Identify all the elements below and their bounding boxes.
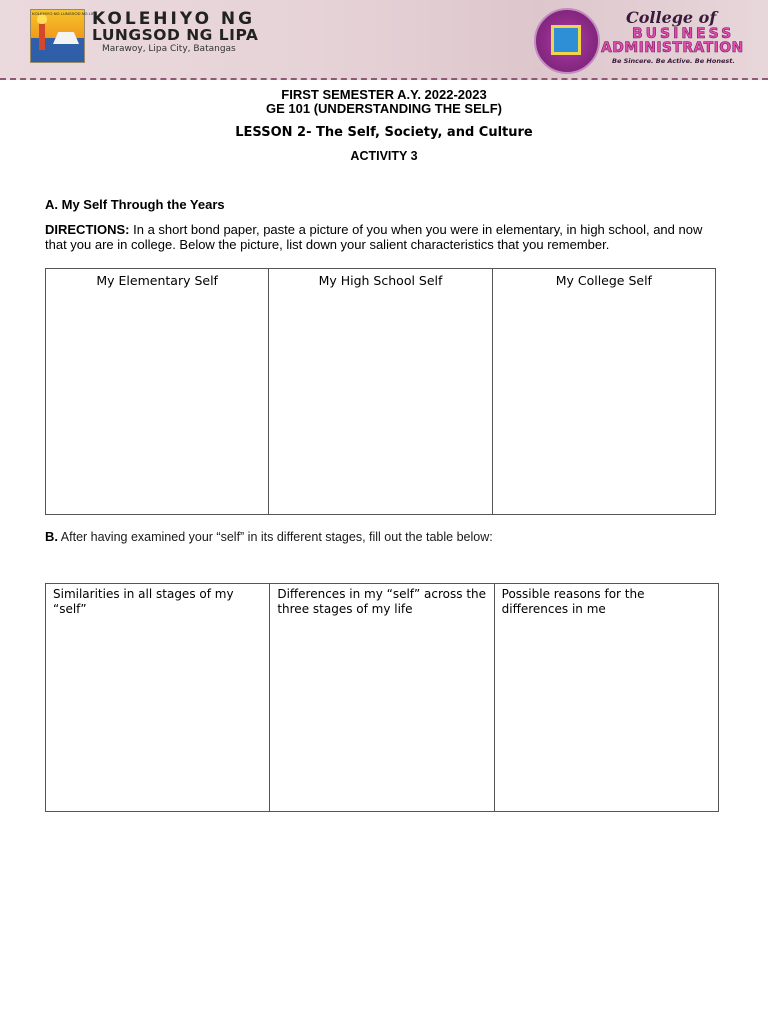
course-title: GE 101 (UNDERSTANDING THE SELF) xyxy=(266,101,502,116)
activity-title: ACTIVITY 3 xyxy=(350,149,418,163)
self-through-years-table xyxy=(45,268,716,515)
college-self-cell[interactable] xyxy=(492,269,715,515)
school-seal-logo: KOLEHIYO NG LUNGSOD NG LIPA xyxy=(30,9,85,63)
header-banner xyxy=(0,0,768,80)
college-seal-logo xyxy=(534,8,600,74)
possible-reasons-cell[interactable] xyxy=(494,584,718,812)
section-b-instruction xyxy=(45,529,493,544)
school-address: Marawoy, Lipa City, Batangas xyxy=(102,44,236,54)
school-name: KOLEHIYO NG xyxy=(92,9,256,29)
directions-label: DIRECTIONS: xyxy=(45,222,130,237)
lesson-title: LESSON 2- The Self, Society, and Culture xyxy=(235,125,533,140)
similarities-cell[interactable] xyxy=(46,584,270,812)
section-a-heading: A. My Self Through the Years xyxy=(45,197,225,212)
column-header: My College Self xyxy=(555,273,652,288)
section-b-label: B. xyxy=(45,529,58,544)
column-header: My Elementary Self xyxy=(96,273,218,288)
high-school-self-cell[interactable] xyxy=(269,269,492,515)
college-administration: ADMINISTRATION xyxy=(601,40,744,56)
school-name-line2: LUNGSOD NG LIPA xyxy=(92,26,259,44)
directions-paragraph xyxy=(45,222,725,252)
section-b-text: After having examined your “self” in its different stages, fill out the table below: xyxy=(58,530,493,544)
elementary-self-cell[interactable] xyxy=(46,269,269,515)
column-header: Similarities in all stages of my “self” xyxy=(53,587,234,616)
semester-title: FIRST SEMESTER A.Y. 2022-2023 xyxy=(281,87,487,102)
column-header: Differences in my “self” across the three stages of my life xyxy=(277,587,487,616)
self-comparison-table xyxy=(45,583,719,812)
differences-cell[interactable] xyxy=(270,584,494,812)
directions-text: In a short bond paper, paste a picture of you when you were in elementary, in high school, and now that you are in college. Below the picture, list down your salient characteristics that you remember. xyxy=(45,222,703,252)
column-header: Possible reasons for the differences in me xyxy=(501,587,645,616)
college-business: BUSINESS xyxy=(632,26,735,42)
column-header: My High School Self xyxy=(318,273,443,288)
college-label: College of xyxy=(626,8,717,27)
college-motto: Be Sincere. Be Active. Be Honest. xyxy=(612,57,735,65)
